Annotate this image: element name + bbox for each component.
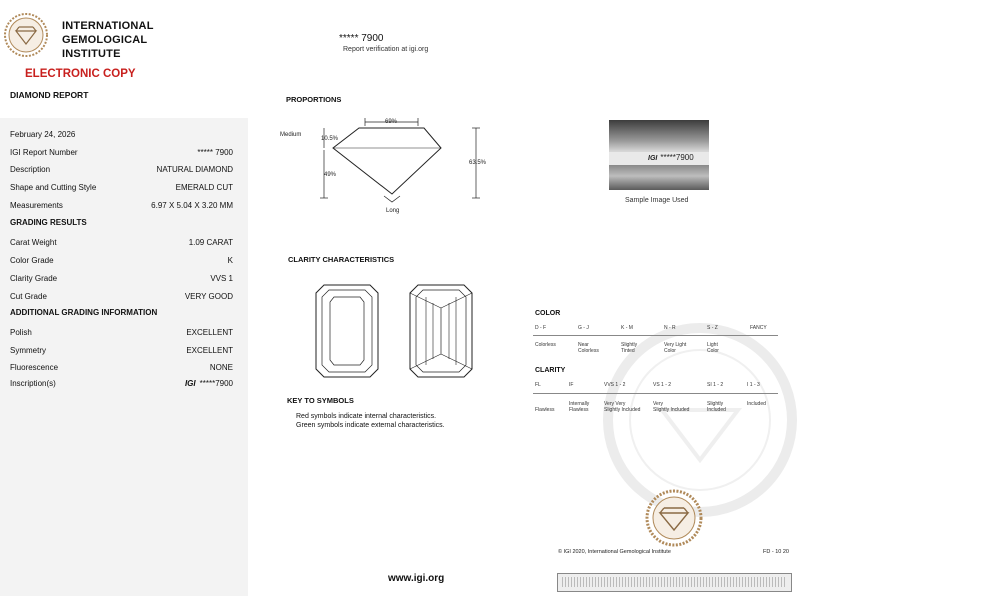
key-to-symbols-title: KEY TO SYMBOLS	[287, 396, 354, 405]
copyright-text: © IGI 2020, International Gemological Institute	[558, 549, 671, 555]
shape-row	[10, 183, 233, 195]
clarity-scale-line	[533, 393, 778, 394]
clarity-desc: Very Very	[604, 401, 626, 407]
color-desc: Colorless	[535, 342, 556, 348]
clarity-desc: Slightly	[707, 401, 724, 407]
row-value: VERY GOOD	[184, 292, 233, 301]
measurements-row	[10, 201, 233, 213]
clarity-grade-row	[10, 274, 233, 286]
igi-logo-icon: IGI	[184, 379, 196, 388]
color-desc: Slightly	[621, 342, 638, 348]
color-grade: S - Z	[707, 325, 718, 331]
description-row	[10, 165, 233, 177]
clarity-desc: Flawless	[535, 407, 555, 413]
row-label: IGI Report Number	[10, 148, 78, 157]
color-grade: G - J	[578, 325, 589, 331]
website-url[interactable]: www.igi.org	[388, 573, 445, 584]
cut-grade-row	[10, 292, 233, 304]
clarity-scale-title: CLARITY	[535, 367, 566, 374]
organization-name	[62, 19, 154, 61]
color-desc: Color	[664, 348, 676, 354]
clarity-plot-diagram	[314, 283, 474, 381]
clarity-grade: I 1 - 3	[747, 382, 760, 388]
row-label: Carat Weight	[10, 238, 57, 247]
girdle-label: Medium	[280, 132, 302, 138]
row-value: EXCELLENT	[186, 328, 233, 337]
sample-image-caption: Sample Image Used	[625, 197, 689, 204]
clarity-grade: VS 1 - 2	[653, 382, 672, 388]
table-percent: 69%	[385, 119, 398, 125]
row-label: Color Grade	[10, 256, 54, 265]
clarity-desc: Internally	[569, 401, 590, 407]
color-scale-line	[533, 335, 778, 336]
key-to-symbols-text	[296, 412, 445, 430]
key-line-green: Green symbols indicate external characteristics.	[296, 422, 445, 429]
row-label: Polish	[10, 328, 32, 337]
row-label: Cut Grade	[10, 292, 47, 301]
verification-text: Report verification at igi.org	[343, 46, 429, 53]
fluorescence-row	[10, 363, 233, 375]
row-label: Measurements	[10, 201, 63, 210]
clarity-desc: Slightly Included	[604, 407, 641, 413]
additional-grading-title: ADDITIONAL GRADING INFORMATION	[10, 308, 158, 317]
report-date: February 24, 2026	[10, 130, 76, 139]
color-grade: D - F	[535, 325, 547, 331]
color-scale-title: COLOR	[535, 310, 561, 317]
report-number-header: ***** 7900	[339, 33, 384, 44]
row-value: EMERALD CUT	[175, 183, 233, 192]
clarity-grade: VVS 1 - 2	[604, 382, 626, 388]
row-label: Shape and Cutting Style	[10, 183, 97, 192]
clarity-desc: Included	[707, 407, 726, 413]
inscription-row	[10, 379, 233, 391]
row-value: EXCELLENT	[186, 346, 233, 355]
inscription-value: *****7900	[199, 379, 233, 388]
row-value: 6.97 X 5.04 X 3.20 MM	[151, 201, 233, 210]
grading-results-title: GRADING RESULTS	[10, 218, 87, 227]
row-label: Inscription(s)	[10, 379, 56, 388]
clarity-grade: SI 1 - 2	[707, 382, 724, 388]
row-label: Clarity Grade	[10, 274, 58, 283]
security-microtext-pattern	[562, 577, 787, 587]
symmetry-row	[10, 346, 233, 358]
color-grade: K - M	[621, 325, 633, 331]
report-number-row	[10, 148, 233, 160]
proportions-title: PROPORTIONS	[286, 95, 342, 104]
color-desc: Colorless	[578, 348, 599, 354]
depth-percent: 63.5%	[469, 160, 487, 166]
report-title: DIAMOND REPORT	[10, 90, 89, 100]
clarity-desc: Slightly Included	[653, 407, 690, 413]
crown-percent: 10.5%	[321, 136, 339, 142]
row-value: NATURAL DIAMOND	[156, 165, 233, 174]
clarity-desc: Included	[747, 401, 766, 407]
carat-row	[10, 238, 233, 250]
row-value: VVS 1	[210, 274, 233, 283]
org-line: GEMOLOGICAL	[62, 34, 148, 46]
pavilion-percent: 49%	[324, 172, 337, 178]
report-date-row	[10, 130, 233, 142]
clarity-grade: FL	[535, 382, 541, 388]
color-desc: Tinted	[621, 348, 635, 354]
row-value: ***** 7900	[197, 148, 233, 157]
polish-row	[10, 328, 233, 340]
key-line-red: Red symbols indicate internal characteristics.	[296, 413, 437, 420]
electronic-copy-label: ELECTRONIC COPY	[25, 68, 136, 80]
row-value: 1.09 CARAT	[188, 238, 233, 247]
color-desc: Near	[578, 342, 589, 348]
igi-seal-logo	[4, 13, 48, 57]
security-features-bar	[557, 573, 792, 592]
igi-seal-icon	[645, 489, 703, 547]
row-value: NONE	[209, 363, 233, 372]
color-grade: N - R	[664, 325, 676, 331]
color-grade-row	[10, 256, 233, 268]
color-desc: Light	[707, 342, 718, 348]
row-label: Fluorescence	[10, 363, 59, 372]
row-label: Description	[10, 165, 51, 174]
clarity-grade: IF	[569, 382, 574, 388]
clarity-characteristics-title: CLARITY CHARACTERISTICS	[288, 255, 395, 264]
sample-inscription-value: *****7900	[660, 153, 694, 162]
clarity-desc: Flawless	[569, 407, 589, 413]
org-line: INTERNATIONAL	[62, 20, 154, 32]
culet-label: Long	[386, 208, 400, 214]
color-grade: FANCY	[750, 325, 767, 331]
sample-inscription-text	[648, 153, 694, 162]
row-label: Symmetry	[10, 346, 46, 355]
color-desc: Very Light	[664, 342, 687, 348]
form-code: FD - 10 20	[763, 549, 789, 555]
proportions-diagram	[276, 112, 496, 220]
color-desc: Color	[707, 348, 719, 354]
igi-logo-icon: IGI	[648, 155, 658, 162]
clarity-desc: Very	[653, 401, 664, 407]
org-line: INSTITUTE	[62, 48, 121, 60]
row-value	[185, 379, 233, 388]
row-value: K	[227, 256, 233, 265]
